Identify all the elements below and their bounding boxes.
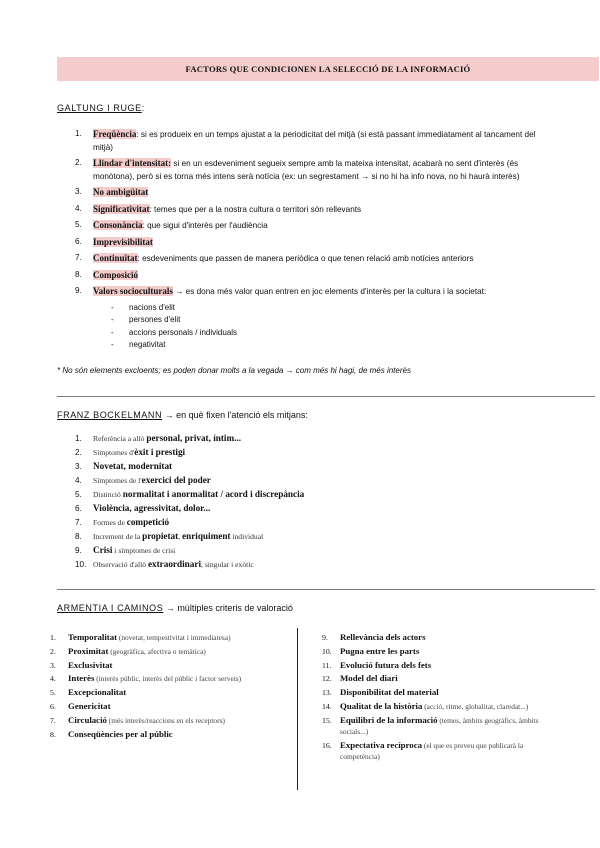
item-keyword: Conseqüències per al públic bbox=[68, 728, 173, 739]
item-suffix: , singular i exòtic bbox=[201, 559, 254, 569]
section-bockelmann-heading bbox=[57, 410, 308, 420]
bullet-dash: - bbox=[111, 302, 114, 312]
item-number: 10. bbox=[322, 646, 332, 656]
section-galtung-heading bbox=[57, 103, 144, 113]
item-keyword: normalitat i anormalitat / acord i discrepància bbox=[122, 488, 305, 499]
list-item bbox=[57, 203, 554, 217]
list-item bbox=[57, 475, 554, 487]
item-keyword: Disponibilitat del material bbox=[340, 687, 439, 698]
item-term: Freqüència bbox=[93, 129, 137, 139]
list-item bbox=[57, 219, 554, 233]
item-detail: (acció, ritme, globalitat, claredat...) bbox=[422, 701, 529, 711]
item-keyword: enriquiment bbox=[182, 530, 231, 541]
list-item bbox=[57, 236, 554, 250]
item-number: 3. bbox=[75, 187, 82, 196]
item-term: Continuïtat bbox=[93, 253, 138, 263]
item-number: 5. bbox=[75, 489, 82, 499]
item-number: 4. bbox=[75, 203, 82, 213]
list-item bbox=[50, 673, 288, 684]
item-keyword: Temporalitat bbox=[68, 632, 118, 642]
item-number: 8. bbox=[75, 269, 82, 279]
item-term: Imprevisibilitat bbox=[93, 236, 153, 247]
item-keyword: Equilibri de la informació bbox=[340, 714, 438, 725]
list-item bbox=[57, 157, 554, 183]
list-item bbox=[57, 545, 554, 557]
item-separator: , bbox=[178, 531, 182, 541]
sub-item-text: persones d'elit bbox=[129, 315, 181, 325]
item-text: : que sigui d'interès per l'audiència bbox=[142, 221, 268, 230]
galtung-note: * No són elements excloents; es poden donar molts a la vegada → com més hi hagi, de més interès bbox=[57, 366, 411, 375]
item-detail: (més interès/reaccions en els receptors) bbox=[106, 715, 225, 725]
item-keyword: Expectativa recíproca bbox=[340, 739, 423, 750]
item-term: Composició bbox=[93, 269, 138, 280]
item-keyword: Violència, agressivitat, dolor... bbox=[93, 502, 211, 513]
sub-list-item bbox=[57, 302, 554, 315]
column-divider bbox=[297, 628, 298, 790]
armentia-left-column bbox=[50, 632, 288, 742]
item-keyword: extraordinari bbox=[147, 558, 202, 569]
item-keyword: propietat bbox=[142, 530, 179, 541]
list-item bbox=[57, 461, 554, 473]
item-suffix: i símptomes de crisi bbox=[112, 545, 176, 555]
item-prefix: Observació d'allò bbox=[93, 559, 148, 569]
item-keyword: Crisi bbox=[93, 544, 113, 555]
item-keyword: Interès bbox=[68, 673, 95, 684]
item-keyword: Qualitat de la història bbox=[340, 700, 423, 711]
item-number: 15. bbox=[322, 715, 332, 725]
item-prefix: Referència a allò bbox=[93, 434, 147, 443]
bullet-dash: - bbox=[111, 340, 114, 350]
list-item bbox=[322, 740, 554, 762]
bockelmann-list bbox=[57, 433, 554, 573]
section-armentia-suffix: → múltiples criteris de valoració bbox=[163, 603, 293, 613]
item-text: : esdeveniments que passen de manera periòdica o que tenen relació amb notícies anteriors bbox=[137, 254, 474, 263]
list-item bbox=[322, 673, 554, 684]
list-item bbox=[322, 632, 554, 643]
item-term: Consonància bbox=[93, 220, 143, 230]
item-number: 6. bbox=[75, 503, 82, 513]
list-item bbox=[322, 701, 554, 712]
sub-item-text: accions personals / individuals bbox=[129, 327, 238, 337]
item-number: 2. bbox=[50, 646, 56, 656]
item-keyword: èxit i prestigi bbox=[134, 446, 186, 457]
item-keyword: Rellevància dels actors bbox=[340, 632, 426, 642]
item-suffix: individual bbox=[230, 531, 264, 541]
item-number: 7. bbox=[50, 715, 56, 725]
item-detail: (el que es preveu que publicarà la competència) bbox=[340, 740, 524, 761]
item-number: 8. bbox=[75, 531, 82, 541]
item-detail: (temes, àmbits geogràfics, àmbits socials...) bbox=[340, 715, 539, 736]
item-number: 3. bbox=[75, 461, 82, 471]
list-item bbox=[57, 252, 554, 266]
item-prefix: Distinció bbox=[93, 489, 123, 499]
list-item bbox=[57, 269, 554, 283]
item-number: 4. bbox=[75, 475, 82, 485]
section-armentia-title: ARMENTIA I CAMINOS bbox=[57, 603, 164, 613]
section-galtung-title: GALTUNG I RUGE bbox=[57, 103, 142, 113]
item-prefix: Símptomes d' bbox=[93, 447, 135, 457]
item-number: 10. bbox=[75, 559, 87, 569]
item-number: 9. bbox=[75, 286, 82, 295]
list-item bbox=[57, 433, 554, 445]
page-title: FACTORS QUE CONDICIONEN LA SELECCIÓ DE LA INFORMACIÓ bbox=[185, 64, 471, 74]
list-item bbox=[57, 531, 554, 543]
item-text: : temes que per a la nostra cultura o territori són rellevants bbox=[149, 204, 362, 214]
list-item bbox=[50, 660, 288, 671]
item-number: 14. bbox=[322, 701, 332, 711]
item-number: 1. bbox=[75, 129, 82, 138]
item-keyword: Proximitat bbox=[68, 645, 109, 656]
section-armentia-heading bbox=[57, 603, 293, 613]
list-item bbox=[322, 660, 554, 671]
list-item bbox=[57, 285, 554, 299]
divider bbox=[57, 589, 595, 590]
item-number: 12. bbox=[322, 674, 332, 684]
sub-item-text: negativitat bbox=[129, 340, 166, 350]
item-keyword: Model del diari bbox=[340, 673, 398, 684]
list-item bbox=[57, 186, 554, 200]
sub-list-item bbox=[57, 327, 554, 340]
item-number: 1. bbox=[75, 434, 82, 443]
list-item bbox=[57, 517, 554, 529]
item-number: 8. bbox=[50, 729, 56, 739]
sub-list-item bbox=[57, 339, 554, 352]
list-item bbox=[57, 503, 554, 515]
item-keyword: Genericitat bbox=[68, 700, 111, 711]
sub-list-item bbox=[57, 314, 554, 327]
item-prefix: Símptomes de l' bbox=[93, 475, 142, 485]
list-item bbox=[57, 559, 554, 571]
item-number: 9. bbox=[75, 545, 82, 555]
divider bbox=[57, 396, 595, 397]
item-detail: (geogràfica, afectiva o temàtica) bbox=[108, 646, 206, 656]
item-term: Valors socioculturals bbox=[93, 286, 173, 296]
list-item bbox=[50, 687, 288, 698]
galtung-list bbox=[57, 128, 554, 352]
section-bockelmann-title: FRANZ BOCKELMANN bbox=[57, 410, 163, 420]
item-number: 7. bbox=[75, 517, 82, 527]
item-text: : si es produeix en un temps ajustat a la periodicitat del mitjà (si està passant immediatament al tancament del mitjà) bbox=[93, 130, 536, 152]
item-keyword: Pugna entre les parts bbox=[340, 645, 420, 656]
item-keyword: competició bbox=[126, 516, 170, 527]
list-item bbox=[50, 701, 288, 712]
title-band bbox=[57, 57, 599, 81]
item-number: 4. bbox=[50, 674, 56, 684]
item-number: 11. bbox=[322, 660, 332, 670]
list-item bbox=[50, 715, 288, 726]
item-prefix: Increment de la bbox=[93, 531, 143, 541]
item-term: Llindar d'intensitat: bbox=[93, 158, 172, 168]
item-term: No ambigüitat bbox=[93, 187, 149, 197]
item-number: 1. bbox=[50, 633, 56, 642]
item-text: si en un esdeveniment segueix sempre amb la mateixa intensitat, acabarà no sent d'interès (és monòtona), però si es torna més intens serà notícia (ex: un segrestament → si no hi ha info nova, no hi haurà interès) bbox=[93, 159, 520, 181]
sub-item-text: nacions d'elit bbox=[129, 302, 175, 312]
list-item bbox=[322, 687, 554, 698]
armentia-right-column bbox=[322, 632, 554, 765]
list-item bbox=[57, 447, 554, 459]
item-term: Significativitat bbox=[93, 203, 150, 214]
item-detail: (interès públic, interès del públic i factor serveis) bbox=[94, 674, 242, 684]
item-keyword: Novetat, modernitat bbox=[93, 460, 173, 471]
list-item bbox=[50, 632, 288, 643]
list-item bbox=[57, 489, 554, 501]
section-galtung-suffix: : bbox=[141, 103, 145, 113]
list-item bbox=[322, 715, 554, 737]
list-item bbox=[322, 646, 554, 657]
item-prefix: Formes de bbox=[93, 517, 127, 527]
item-number: 5. bbox=[50, 688, 56, 698]
item-keyword: Excepcionalitat bbox=[68, 687, 127, 698]
list-item bbox=[50, 646, 288, 657]
item-number: 6. bbox=[75, 236, 82, 246]
item-keyword: exercici del poder bbox=[141, 474, 211, 485]
item-number: 6. bbox=[50, 701, 56, 711]
bullet-dash: - bbox=[111, 315, 114, 325]
list-item bbox=[57, 128, 554, 154]
item-number: 7. bbox=[75, 253, 82, 262]
item-number: 13. bbox=[322, 688, 332, 698]
item-text: → es dona més valor quan entren en joc elements d'interès per la cultura i la societat: bbox=[172, 287, 487, 296]
item-keyword: Exclusivitat bbox=[68, 659, 113, 670]
item-keyword: personal, privat, íntim... bbox=[146, 433, 242, 443]
item-number: 2. bbox=[75, 158, 82, 167]
list-item bbox=[50, 729, 288, 740]
item-number: 5. bbox=[75, 220, 82, 229]
item-number: 16. bbox=[322, 740, 332, 750]
bullet-dash: - bbox=[111, 327, 114, 337]
item-detail: (novetat, tempestivitat i immediatesa) bbox=[117, 633, 231, 642]
item-number: 9. bbox=[322, 633, 328, 642]
item-keyword: Circulació bbox=[68, 714, 107, 725]
item-number: 3. bbox=[50, 660, 56, 670]
item-number: 2. bbox=[75, 447, 82, 457]
item-keyword: Evolució futura dels fets bbox=[340, 659, 432, 670]
section-bockelmann-suffix: → en què fixen l'atenció els mitjans: bbox=[162, 410, 308, 420]
